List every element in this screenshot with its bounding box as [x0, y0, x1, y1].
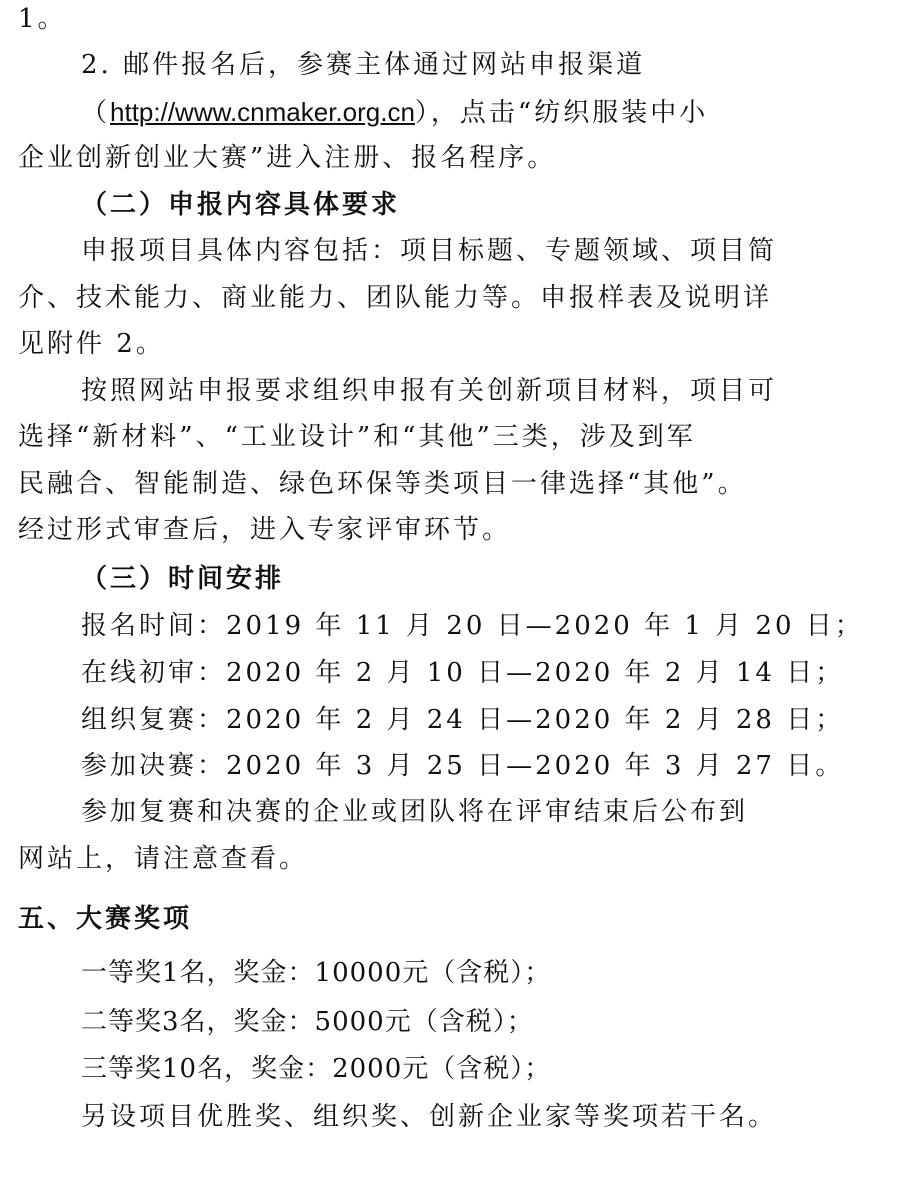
text-line: 企业创新创业大赛”进入注册、报名程序。 — [18, 143, 557, 173]
website-link[interactable]: http://www.cnmaker.org.cn — [110, 97, 415, 127]
link-suffix: ），点击“纺织服装中小 — [414, 98, 709, 128]
text-line: 网站上，请注意查看。 — [18, 844, 309, 874]
text-line: 见附件 2。 — [18, 329, 165, 359]
text-line: 选择“新材料”、“工业设计”和“其他”三类，涉及到军 — [18, 422, 696, 452]
text-line: 申报项目具体内容包括：项目标题、专题领域、项目简 — [81, 236, 778, 266]
prize-line: 三等奖10名，奖金：2000元（含税）； — [81, 1054, 552, 1084]
text-line: 另设项目优胜奖、组织奖、创新企业家等奖项若干名。 — [81, 1102, 778, 1132]
text-line: 介、技术能力、商业能力、团队能力等。申报样表及说明详 — [18, 283, 773, 313]
text-line: 2. 邮件报名后，参赛主体通过网站申报渠道 — [81, 50, 646, 80]
prize-line: 一等奖1名，奖金：10000元（含税）； — [81, 958, 552, 988]
section-heading: （二）申报内容具体要求 — [81, 190, 401, 220]
text-line: 1。 — [18, 4, 67, 34]
schedule-line: 报名时间：2019 年 11 月 20 日—2020 年 1 月 20 日； — [81, 611, 864, 641]
schedule-line: 组织复赛：2020 年 2 月 24 日—2020 年 2 月 28 日； — [81, 705, 845, 735]
prize-line: 二等奖3名，奖金：5000元（含税）； — [81, 1007, 534, 1037]
text-line-with-link — [81, 95, 708, 130]
schedule-line: 参加决赛：2020 年 3 月 25 日—2020 年 3 月 27 日。 — [81, 751, 845, 781]
schedule-line: 在线初审：2020 年 2 月 10 日—2020 年 2 月 14 日； — [81, 658, 845, 688]
paren-open: （ — [81, 98, 111, 128]
chapter-heading: 五、大赛奖项 — [18, 904, 193, 934]
text-line: 经过形式审查后，进入专家评审环节。 — [18, 515, 512, 545]
text-line: 参加复赛和决赛的企业或团队将在评审结束后公布到 — [81, 797, 749, 827]
text-line: 民融合、智能制造、绿色环保等类项目一律选择“其他”。 — [18, 469, 747, 499]
text-line: 按照网站申报要求组织申报有关创新项目材料，项目可 — [81, 376, 778, 406]
section-heading: （三）时间安排 — [81, 564, 285, 594]
